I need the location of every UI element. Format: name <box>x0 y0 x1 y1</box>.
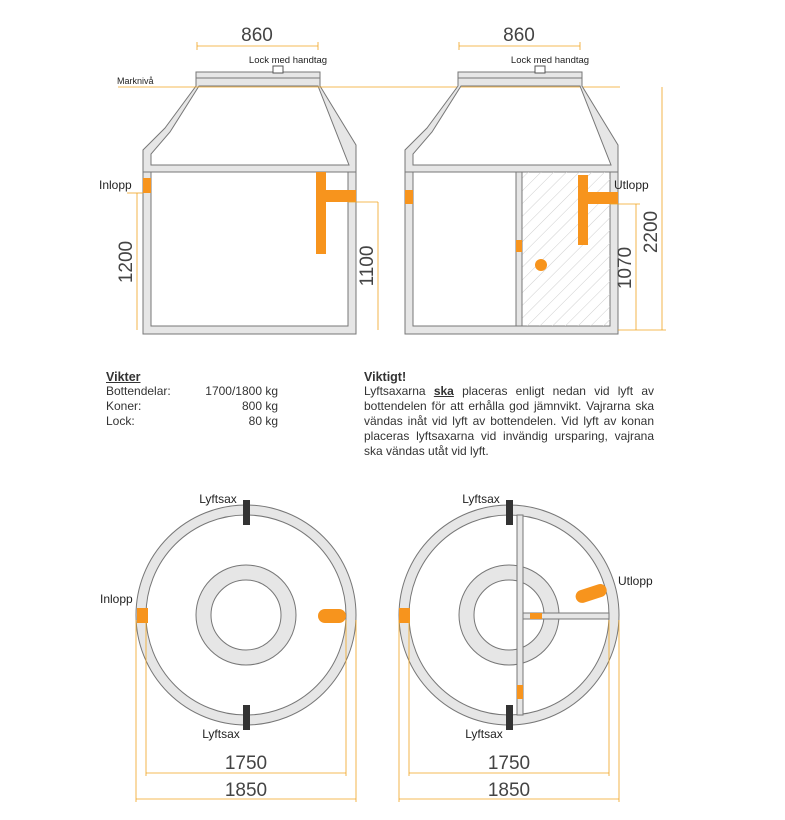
right-outlet-hole <box>535 259 547 271</box>
left-lid-label: Lock med handtag <box>248 55 328 66</box>
left-plan-view <box>136 500 356 730</box>
left-plan-inlet-label: Inlopp <box>100 592 133 606</box>
right-lid-label: Lock med handtag <box>510 55 590 66</box>
right-outlet-label: Utlopp <box>614 178 649 192</box>
right-section-view <box>405 66 618 334</box>
right-plan-view <box>399 500 619 730</box>
left-plan-outlet-pipe <box>318 609 346 623</box>
right-outlet-height-value: 1070 <box>615 246 636 290</box>
left-cone <box>143 76 356 172</box>
important-note <box>364 370 654 459</box>
weight-value: 800 kg <box>241 399 278 413</box>
total-height-dimension <box>618 87 666 330</box>
right-plan-outlet-label: Utlopp <box>618 574 653 588</box>
left-plan-inner-diameter: 1750 <box>224 753 268 774</box>
right-outlet-tee-horizontal <box>588 192 618 204</box>
left-plan-lift-bottom-label: Lyftsax <box>202 727 240 741</box>
left-inlet-label: Inlopp <box>99 178 132 192</box>
right-lid <box>458 72 582 78</box>
left-outlet-tee-horizontal <box>326 190 356 202</box>
right-plan-inlet <box>399 608 410 623</box>
note-body <box>364 384 654 459</box>
right-plan-inner-diameter: 1750 <box>487 753 531 774</box>
weight-row <box>106 414 278 429</box>
left-outlet-height-value: 1100 <box>357 245 378 287</box>
weights-title: Vikter <box>106 370 141 384</box>
weight-label: Bottendelar: <box>106 384 171 398</box>
right-cone <box>405 76 618 172</box>
right-plan-lift-top <box>506 500 513 525</box>
right-plan-hole <box>530 613 542 619</box>
ground-level-label: Marknivå <box>117 76 154 86</box>
left-section-view <box>127 66 378 334</box>
right-partition-opening <box>516 240 522 252</box>
left-plan-outer-diameter: 1850 <box>224 780 268 801</box>
weights-table <box>106 384 278 429</box>
weight-value: 1700/1800 kg <box>205 384 278 398</box>
right-plan-lift-top-label: Lyftsax <box>462 492 500 506</box>
right-inlet-pipe <box>405 190 413 204</box>
right-top-dimension-value: 860 <box>503 25 535 46</box>
left-plan-manhole-opening <box>211 580 281 650</box>
weight-row <box>106 399 278 414</box>
note-text-end: placeras enligt nedan vid lyft av bottendelen för att erhålla god jämnvikt. Vajrarna ska vändas inåt vid lyft av bottendelen. Vid lyft av konan placeras lyftsaxarna vid invändig ursparing, vajrana ska vändas utåt vid lyft. <box>364 384 655 458</box>
left-plan-lift-bottom <box>243 705 250 730</box>
left-inlet-height-value: 1200 <box>116 240 137 284</box>
right-plan-partition-gap <box>517 685 523 699</box>
right-lid-handle <box>535 66 545 73</box>
note-emphasis: ska <box>433 384 454 398</box>
right-plan-lift-bottom <box>506 705 513 730</box>
total-height-value: 2200 <box>641 210 662 254</box>
right-plan-outer-diameter: 1850 <box>487 780 531 801</box>
weight-value: 80 kg <box>248 414 278 428</box>
weight-label: Koner: <box>106 399 142 413</box>
right-plan-lift-bottom-label: Lyftsax <box>465 727 503 741</box>
left-plan-lift-top-label: Lyftsax <box>199 492 237 506</box>
weight-label: Lock: <box>106 414 135 428</box>
left-lid <box>196 72 320 78</box>
left-outlet-tee-vertical <box>316 172 326 254</box>
note-title: Viktigt! <box>364 370 407 384</box>
left-inlet-pipe <box>143 178 151 193</box>
right-outlet-tee-vertical <box>578 175 588 245</box>
weight-row <box>106 384 278 399</box>
left-lid-handle <box>273 66 283 73</box>
left-plan-lift-top <box>243 500 250 525</box>
weights-panel <box>106 370 278 429</box>
left-top-dimension-value: 860 <box>241 25 273 46</box>
note-text-start: Lyftsaxarna <box>364 384 434 398</box>
